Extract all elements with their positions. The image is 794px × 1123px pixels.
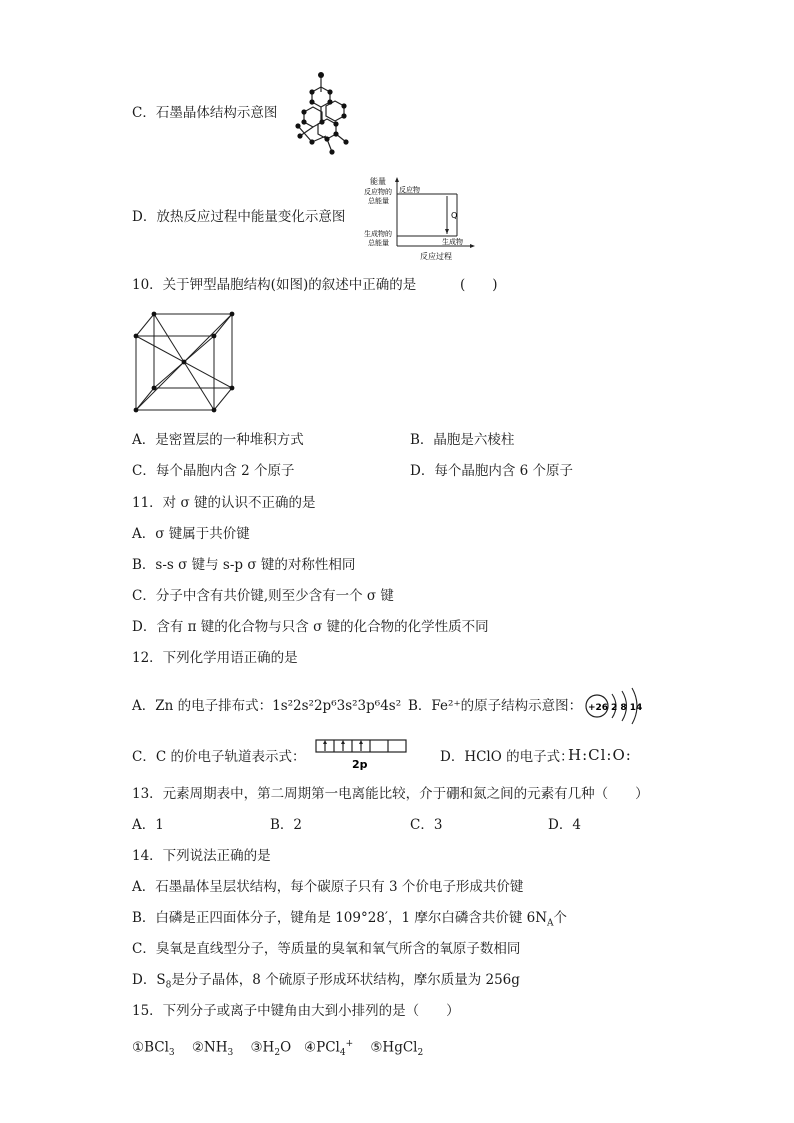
q11-option-c: C．分子中含有共价键,则至少含有一个 σ 键	[132, 588, 394, 604]
q15-items: ①BCl$_3$ $②NH_3$ $③H_2O$ ④PCl$_4$+ ⑤HgCl$_2$	[132, 1039, 424, 1059]
product-label: 生成物	[442, 238, 463, 246]
q13-stem: 13．元素周期表中，第二周期第一电离能比较，介于硼和氮之间的元素有几种（ ）	[132, 786, 649, 802]
q10-option-d: D．每个晶胞内含 6 个原子	[410, 463, 573, 479]
reactant-energy-label-2: 总能量	[368, 197, 389, 205]
q14-option-d: D．$S_8$是分子晶体，8 个硫原子形成环状结构，摩尔质量为 256g	[132, 972, 520, 991]
q11-option-a: A．σ 键属于共价键	[132, 526, 250, 542]
bcc-unit-cell-figure	[130, 308, 240, 414]
reaction-process-label: 反应过程	[420, 252, 452, 261]
q11-option-d: D．含有 π 键的化合物与只含 σ 键的化合物的化学性质不同	[132, 619, 489, 635]
product-energy-label-1: 生成物的	[364, 230, 392, 238]
q10-option-b: B．晶胞是六棱柱	[410, 432, 515, 448]
q12-option-a: A．Zn 的电子排布式：1s²2s²2p⁶3s²3p⁶4s²	[132, 698, 402, 714]
energy-axis-label: 能量	[370, 177, 386, 186]
q14-option-a: A．石墨晶体呈层状结构，每个碳原子只有 3 个价电子形成共价键	[132, 879, 524, 895]
orbital-diagram	[314, 737, 410, 771]
q14-option-c: C．臭氧是直线型分子，等质量的臭氧和氧气所含的氧原子数相同	[132, 941, 521, 957]
q13-option-d: D．4	[548, 817, 581, 833]
q15-stem: 15．下列分子或离子中键角由大到小排列的是（ ）	[132, 1003, 460, 1019]
graphite-structure-figure	[286, 70, 356, 160]
q12-option-b: B．Fe²⁺的原子结构示意图：	[408, 698, 583, 714]
q-label: Q	[451, 211, 458, 220]
nucleus-charge: +26	[588, 703, 609, 713]
electron-shells: 2 8 14	[611, 703, 643, 713]
fe-ion-structure-diagram	[582, 686, 654, 726]
q9-option-d: D．放热反应过程中能量变化示意图	[132, 209, 346, 225]
q13-option-c: C．3	[410, 817, 443, 833]
q12-stem: 12．下列化学用语正确的是	[132, 650, 298, 666]
product-energy-label-2: 总能量	[368, 239, 389, 247]
reactant-label: 反应物	[399, 186, 420, 194]
q9-option-c: C．石墨晶体结构示意图	[132, 105, 278, 121]
orbital-label: 2p	[352, 758, 368, 771]
hclo-electron-formula: H:Cl:O:	[568, 746, 632, 764]
q10-option-a: A．是密置层的一种堆积方式	[132, 432, 304, 448]
q13-option-b: B．2	[270, 817, 303, 833]
energy-diagram-figure	[362, 174, 478, 262]
q11-option-b: B．s-s σ 键与 s-p σ 键的对称性相同	[132, 557, 356, 573]
q10-answer-blank: ( )	[460, 277, 498, 293]
q11-stem: 11．对 σ 键的认识不正确的是	[132, 495, 316, 511]
q14-option-b: B．白磷是正四面体分子，键角是 109°28′，1 摩尔白磷含共价键 $6N_A$个	[132, 910, 568, 929]
reactant-energy-label-1: 反应物的	[364, 188, 392, 196]
q13-option-a: A．1	[132, 817, 164, 833]
q12-option-d: D．HClO 的电子式：	[440, 749, 574, 765]
q10-option-c: C．每个晶胞内含 2 个原子	[132, 463, 295, 479]
q14-stem: 14．下列说法正确的是	[132, 848, 271, 864]
q12-option-c: C．C 的价电子轨道表示式：	[132, 749, 306, 765]
q10-stem: 10．关于钾型晶胞结构(如图)的叙述中正确的是	[132, 277, 417, 293]
